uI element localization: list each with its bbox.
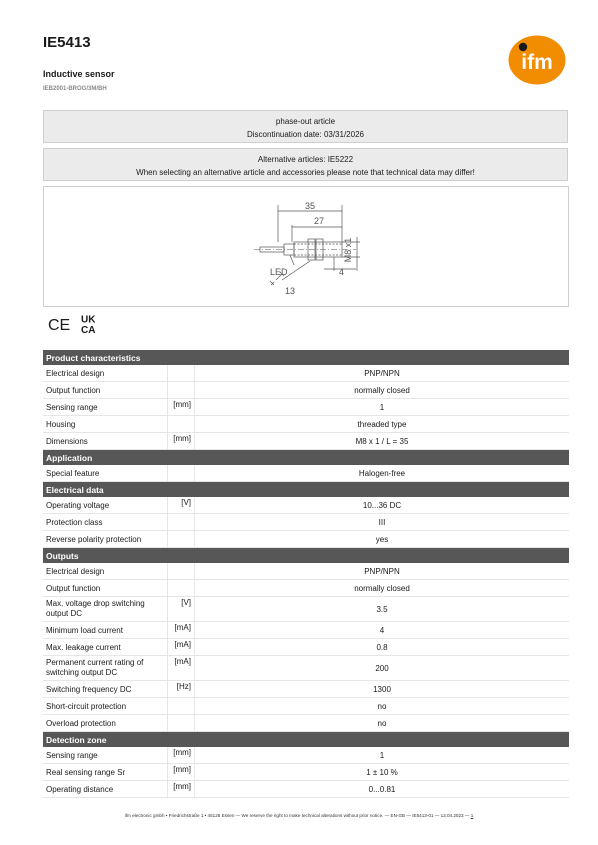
row-unit (168, 563, 195, 580)
row-value: normally closed (195, 382, 570, 399)
table-row (43, 497, 569, 514)
row-unit (168, 580, 195, 597)
wrench-size-label: 13 (285, 286, 296, 296)
table-row (43, 580, 569, 597)
table-row (43, 399, 569, 416)
table-row (43, 639, 569, 656)
table-row (43, 365, 569, 382)
section-title: Detection zone (43, 732, 569, 748)
table-row (43, 698, 569, 715)
row-label: Minimum load current (43, 622, 168, 639)
row-label: Overload protection (43, 715, 168, 732)
section-header (43, 732, 569, 748)
table-row (43, 382, 569, 399)
phase-out-notice (43, 110, 568, 143)
logo-text: ifm (521, 51, 553, 74)
row-label: Operating distance (43, 781, 168, 798)
row-unit: [mA] (168, 639, 195, 656)
dimension-drawing (43, 186, 569, 307)
table-row (43, 597, 569, 622)
table-row (43, 531, 569, 548)
table-row (43, 781, 569, 798)
product-code: IEB2001-BROG/3M/BH (43, 86, 107, 92)
section-title: Application (43, 450, 569, 466)
dim-total-label: 35 (304, 201, 316, 211)
row-label: Sensing range (43, 399, 168, 416)
row-label: Output function (43, 580, 168, 597)
row-unit: [mm] (168, 747, 195, 764)
row-unit: [Hz] (168, 681, 195, 698)
ukca-mark-bottom: CA (81, 325, 96, 335)
table-row (43, 622, 569, 639)
row-label: Max. leakage current (43, 639, 168, 656)
row-unit: [mm] (168, 781, 195, 798)
table-row (43, 433, 569, 450)
alternative-notice (43, 148, 568, 181)
row-unit (168, 715, 195, 732)
row-value: 200 (195, 656, 570, 681)
certification-marks (48, 313, 108, 335)
row-value: 0...0.81 (195, 781, 570, 798)
row-value: III (195, 514, 570, 531)
row-value: 1 ± 10 % (195, 764, 570, 781)
led-label: LED (270, 267, 288, 277)
row-label: Reverse polarity protection (43, 531, 168, 548)
row-value: 1 (195, 399, 570, 416)
row-value: no (195, 715, 570, 732)
product-type: Inductive sensor (43, 69, 115, 79)
row-unit (168, 531, 195, 548)
alternative-warning: When selecting an alternative article and accessories please note that technical data may differ! (136, 168, 475, 177)
row-value: yes (195, 531, 570, 548)
section-title: Product characteristics (43, 350, 569, 365)
row-label: Permanent current rating of switching output DC (43, 656, 168, 681)
row-unit: [mm] (168, 399, 195, 416)
page-footer (0, 813, 598, 818)
table-row (43, 681, 569, 698)
row-unit: [mm] (168, 433, 195, 450)
spec-table (43, 350, 569, 798)
row-value: threaded type (195, 416, 570, 433)
row-label: Switching frequency DC (43, 681, 168, 698)
row-label: Short-circuit protection (43, 698, 168, 715)
phase-out-label: phase-out article (275, 117, 336, 126)
table-row (43, 563, 569, 580)
row-value: no (195, 698, 570, 715)
section-title: Electrical data (43, 482, 569, 498)
row-label: Special feature (43, 465, 168, 482)
ce-mark: CE (48, 317, 71, 334)
alternative-articles: Alternative articles: IE5222 (257, 155, 354, 164)
row-unit (168, 465, 195, 482)
row-value: M8 x 1 / L = 35 (195, 433, 570, 450)
row-value: PNP/NPN (195, 365, 570, 382)
row-unit: [mm] (168, 764, 195, 781)
row-unit: [mA] (168, 622, 195, 639)
section-header (43, 450, 569, 466)
table-row (43, 764, 569, 781)
row-unit (168, 416, 195, 433)
section-header (43, 548, 569, 564)
row-value: 10...36 DC (195, 497, 570, 514)
discontinuation-date: Discontinuation date: 03/31/2026 (247, 130, 364, 139)
ifm-logo (508, 35, 566, 85)
row-label: Output function (43, 382, 168, 399)
row-label: Electrical design (43, 563, 168, 580)
row-label: Operating voltage (43, 497, 168, 514)
row-label: Sensing range (43, 747, 168, 764)
row-value: 3.5 (195, 597, 570, 622)
table-row (43, 656, 569, 681)
row-unit (168, 382, 195, 399)
row-value: 1 (195, 747, 570, 764)
table-row (43, 465, 569, 482)
section-header (43, 350, 569, 365)
row-label: Electrical design (43, 365, 168, 382)
footer-text: ifm electronic gmbh • Friedrichstraße 1 • 45128 Essen — We reserve the right to make technical alterations without prior notice. — EN-GB — IE5413-01 — 13.04.2023 — (124, 813, 470, 818)
row-label: Dimensions (43, 433, 168, 450)
row-value: normally closed (195, 580, 570, 597)
row-value: 1300 (195, 681, 570, 698)
table-row (43, 715, 569, 732)
row-value: Halogen-free (195, 465, 570, 482)
row-value: 4 (195, 622, 570, 639)
row-label: Housing (43, 416, 168, 433)
section-title: Outputs (43, 548, 569, 564)
row-value: 0.8 (195, 639, 570, 656)
row-unit: [V] (168, 597, 195, 622)
ukca-mark-top: UK (81, 314, 96, 326)
row-unit: [mA] (168, 656, 195, 681)
table-row (43, 747, 569, 764)
dim-thread-label: 27 (313, 216, 325, 226)
row-label: Real sensing range Sr (43, 764, 168, 781)
dim-tip-label: 4 (339, 267, 345, 277)
table-row (43, 416, 569, 433)
row-value: PNP/NPN (195, 563, 570, 580)
page-number: 1 (470, 813, 474, 818)
row-unit: [V] (168, 497, 195, 514)
dim-thread-size-label: M8 x1 (343, 237, 353, 263)
section-header (43, 482, 569, 498)
row-label: Max. voltage drop switching output DC (43, 597, 168, 622)
row-label: Protection class (43, 514, 168, 531)
article-number: IE5413 (43, 34, 91, 51)
row-unit (168, 514, 195, 531)
table-row (43, 514, 569, 531)
row-unit (168, 698, 195, 715)
row-unit (168, 365, 195, 382)
